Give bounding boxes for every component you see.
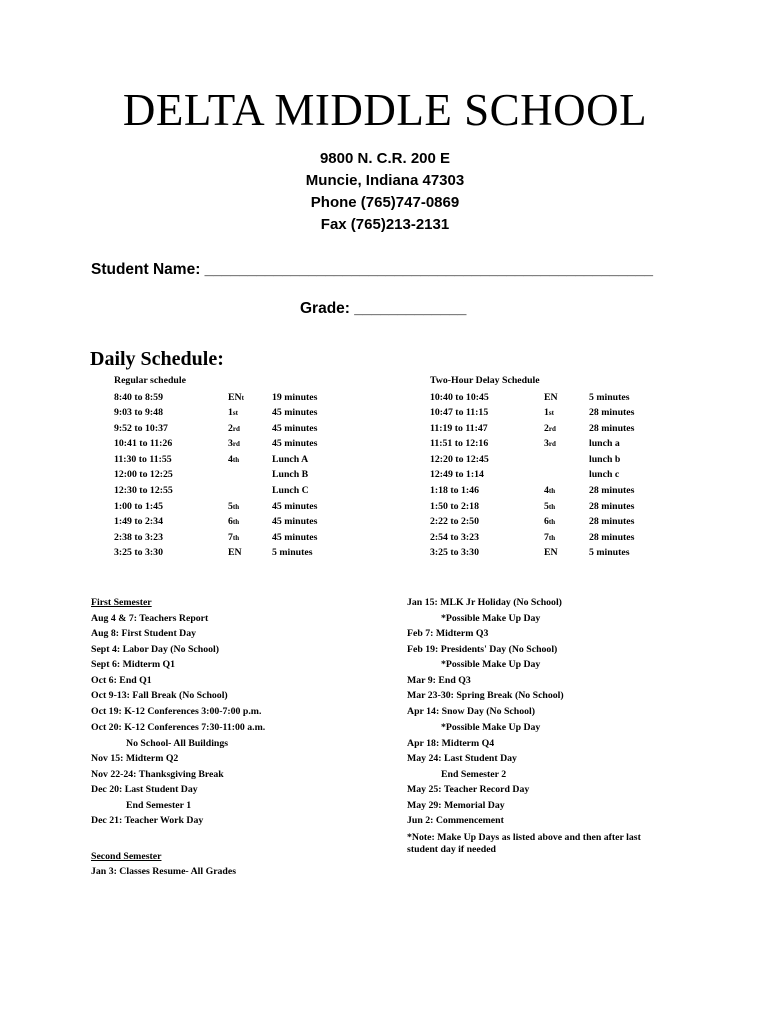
schedule-duration: 5 minutes: [589, 547, 630, 558]
period-label: 5: [228, 501, 233, 512]
schedule-period: [228, 454, 239, 465]
period-suffix: rd: [232, 440, 240, 448]
period-label: EN: [228, 392, 242, 403]
period-suffix: th: [232, 456, 240, 464]
schedule-time: 1:50 to 2:18: [430, 501, 479, 512]
schedule-duration: 28 minutes: [589, 516, 635, 527]
calendar-entry: Jan 3: Classes Resume- All Grades: [91, 866, 237, 877]
daily-schedule-heading: Daily Schedule:: [90, 348, 224, 370]
regular-schedule-title: Regular schedule: [114, 375, 186, 386]
period-label: EN: [228, 547, 242, 558]
calendar-entry: Oct 6: End Q1: [91, 675, 152, 686]
schedule-period: [228, 501, 239, 512]
address-city: Muncie, Indiana 47303: [305, 172, 465, 189]
period-label: 4: [544, 485, 549, 496]
calendar-entry: No School- All Buildings: [126, 738, 229, 749]
period-label: 2: [228, 423, 233, 434]
period-label: 5: [544, 501, 549, 512]
schedule-period: [544, 547, 558, 558]
schedule-time: 10:47 to 11:15: [430, 407, 489, 418]
schedule-duration: 19 minutes: [272, 392, 318, 403]
schedule-period: [228, 547, 242, 558]
schedule-time: 3:25 to 3:30: [114, 547, 163, 558]
schedule-time: 11:51 to 12:16: [430, 438, 489, 449]
schedule-duration: Lunch B: [272, 469, 309, 480]
calendar-entry: Apr 18: Midterm Q4: [407, 738, 495, 749]
schedule-duration: 45 minutes: [272, 438, 318, 449]
calendar-entry: Sept 4: Labor Day (No School): [91, 644, 220, 655]
schedule-period: [228, 423, 240, 434]
calendar-entry: End Semester 2: [441, 769, 507, 780]
grade-field: Grade: _____________: [300, 300, 467, 317]
calendar-entry: Oct 19: K-12 Conferences 3:00-7:00 p.m.: [91, 706, 262, 717]
period-suffix: st: [548, 409, 554, 417]
period-label: 6: [544, 516, 549, 527]
calendar-entry: Jan 15: MLK Jr Holiday (No School): [407, 597, 562, 608]
calendar-entry: *Possible Make Up Day: [441, 659, 541, 670]
semester-heading: Second Semester: [91, 851, 162, 862]
calendar-entry: May 24: Last Student Day: [407, 753, 517, 764]
schedule-duration: 5 minutes: [589, 392, 630, 403]
schedule-time: 10:41 to 11:26: [114, 438, 173, 449]
calendar-entry: Sept 6: Midterm Q1: [91, 659, 176, 670]
calendar-entry: Nov 22-24: Thanksgiving Break: [91, 769, 224, 780]
calendar-entry: Feb 7: Midterm Q3: [407, 628, 489, 639]
calendar-entry: May 29: Memorial Day: [407, 800, 505, 811]
period-suffix: th: [548, 503, 556, 511]
makeup-note-line2: student day if needed: [407, 844, 496, 855]
schedule-time: 11:30 to 11:55: [114, 454, 172, 465]
schedule-time: 2:54 to 3:23: [430, 532, 479, 543]
schedule-period: [544, 423, 556, 434]
period-suffix: th: [548, 534, 556, 542]
schedule-period: [544, 438, 556, 449]
schedule-period: [544, 485, 555, 496]
schedule-duration: 5 minutes: [272, 547, 313, 558]
address-street: 9800 N. C.R. 200 E: [319, 150, 451, 167]
schedule-duration: 28 minutes: [589, 407, 635, 418]
schedule-time: 10:40 to 10:45: [430, 392, 489, 403]
calendar-entry: Aug 8: First Student Day: [91, 628, 197, 639]
schedule-duration: 28 minutes: [589, 485, 635, 496]
period-label: EN: [544, 547, 558, 558]
period-label: 3: [228, 438, 233, 449]
schedule-time: 3:25 to 3:30: [430, 547, 479, 558]
calendar-entry: Aug 4 & 7: Teachers Report: [91, 613, 209, 624]
schedule-time: 1:00 to 1:45: [114, 501, 163, 512]
schedule-time: 12:30 to 12:55: [114, 485, 173, 496]
school-name: DELTA MIDDLE SCHOOL: [122, 85, 648, 135]
phone-number: Phone (765)747-0869: [310, 194, 460, 211]
period-label: 1: [544, 407, 549, 418]
schedule-duration: lunch c: [589, 469, 620, 480]
schedule-duration: 28 minutes: [589, 532, 635, 543]
calendar-entry: Mar 9: End Q3: [407, 675, 471, 686]
calendar-entry: Oct 9-13: Fall Break (No School): [91, 690, 228, 701]
schedule-time: 1:18 to 1:46: [430, 485, 479, 496]
schedule-period: [228, 407, 238, 418]
period-suffix: th: [232, 503, 240, 511]
period-suffix: th: [548, 487, 556, 495]
schedule-duration: 28 minutes: [589, 501, 635, 512]
schedule-period: [544, 407, 554, 418]
schedule-time: 11:19 to 11:47: [430, 423, 488, 434]
period-label: 7: [544, 532, 549, 543]
delay-schedule-title: Two-Hour Delay Schedule: [430, 375, 540, 386]
calendar-entry: *Possible Make Up Day: [441, 722, 541, 733]
schedule-duration: 45 minutes: [272, 407, 318, 418]
calendar-entry: Jun 2: Commencement: [407, 815, 504, 826]
period-suffix: rd: [548, 440, 556, 448]
period-suffix: rd: [548, 425, 556, 433]
schedule-time: 8:40 to 8:59: [114, 392, 163, 403]
period-suffix: th: [548, 518, 556, 526]
period-suffix: rd: [232, 425, 240, 433]
student-name-field: Student Name: ____________________________________________________: [91, 261, 653, 278]
schedule-time: 2:22 to 2:50: [430, 516, 479, 527]
schedule-time: 9:52 to 10:37: [114, 423, 168, 434]
schedule-time: 9:03 to 9:48: [114, 407, 163, 418]
schedule-period: [544, 501, 555, 512]
schedule-period: [544, 392, 558, 403]
period-label: EN: [544, 392, 558, 403]
schedule-period: [228, 392, 244, 403]
schedule-time: 1:49 to 2:34: [114, 516, 163, 527]
calendar-entry: Dec 20: Last Student Day: [91, 784, 198, 795]
schedule-period: [228, 532, 239, 543]
schedule-period: [544, 516, 555, 527]
calendar-entry: End Semester 1: [126, 800, 192, 811]
schedule-duration: 45 minutes: [272, 532, 318, 543]
period-label: 3: [544, 438, 549, 449]
schedule-duration: lunch a: [589, 438, 620, 449]
calendar-entry: May 25: Teacher Record Day: [407, 784, 530, 795]
schedule-duration: 45 minutes: [272, 423, 318, 434]
schedule-time: 12:49 to 1:14: [430, 469, 484, 480]
period-suffix: th: [232, 518, 240, 526]
schedule-time: 2:38 to 3:23: [114, 532, 163, 543]
schedule-duration: Lunch A: [272, 454, 309, 465]
calendar-entry: *Possible Make Up Day: [441, 613, 541, 624]
schedule-duration: 28 minutes: [589, 423, 635, 434]
period-suffix: st: [232, 409, 238, 417]
period-label: 1: [228, 407, 233, 418]
period-suffix: th: [232, 534, 240, 542]
schedule-duration: 45 minutes: [272, 516, 318, 527]
period-label: 7: [228, 532, 233, 543]
schedule-period: [228, 438, 240, 449]
semester-heading: First Semester: [91, 597, 152, 608]
period-label: 6: [228, 516, 233, 527]
schedule-time: 12:00 to 12:25: [114, 469, 173, 480]
period-suffix: t: [241, 394, 244, 402]
makeup-note-line1: *Note: Make Up Days as listed above and then after last: [407, 832, 641, 843]
calendar-entry: Dec 21: Teacher Work Day: [91, 815, 204, 826]
calendar-entry: Oct 20: K-12 Conferences 7:30-11:00 a.m.: [91, 722, 266, 733]
calendar-entry: Nov 15: Midterm Q2: [91, 753, 179, 764]
schedule-duration: lunch b: [589, 454, 621, 465]
fax-number: Fax (765)213-2131: [320, 216, 450, 233]
calendar-entry: Mar 23-30: Spring Break (No School): [407, 690, 564, 701]
schedule-time: 12:20 to 12:45: [430, 454, 489, 465]
schedule-period: [544, 532, 555, 543]
schedule-duration: 45 minutes: [272, 501, 318, 512]
period-label: 4: [228, 454, 233, 465]
schedule-duration: Lunch C: [272, 485, 309, 496]
calendar-entry: Apr 14: Snow Day (No School): [407, 706, 536, 717]
schedule-period: [228, 516, 239, 527]
calendar-entry: Feb 19: Presidents' Day (No School): [407, 644, 558, 655]
period-label: 2: [544, 423, 549, 434]
